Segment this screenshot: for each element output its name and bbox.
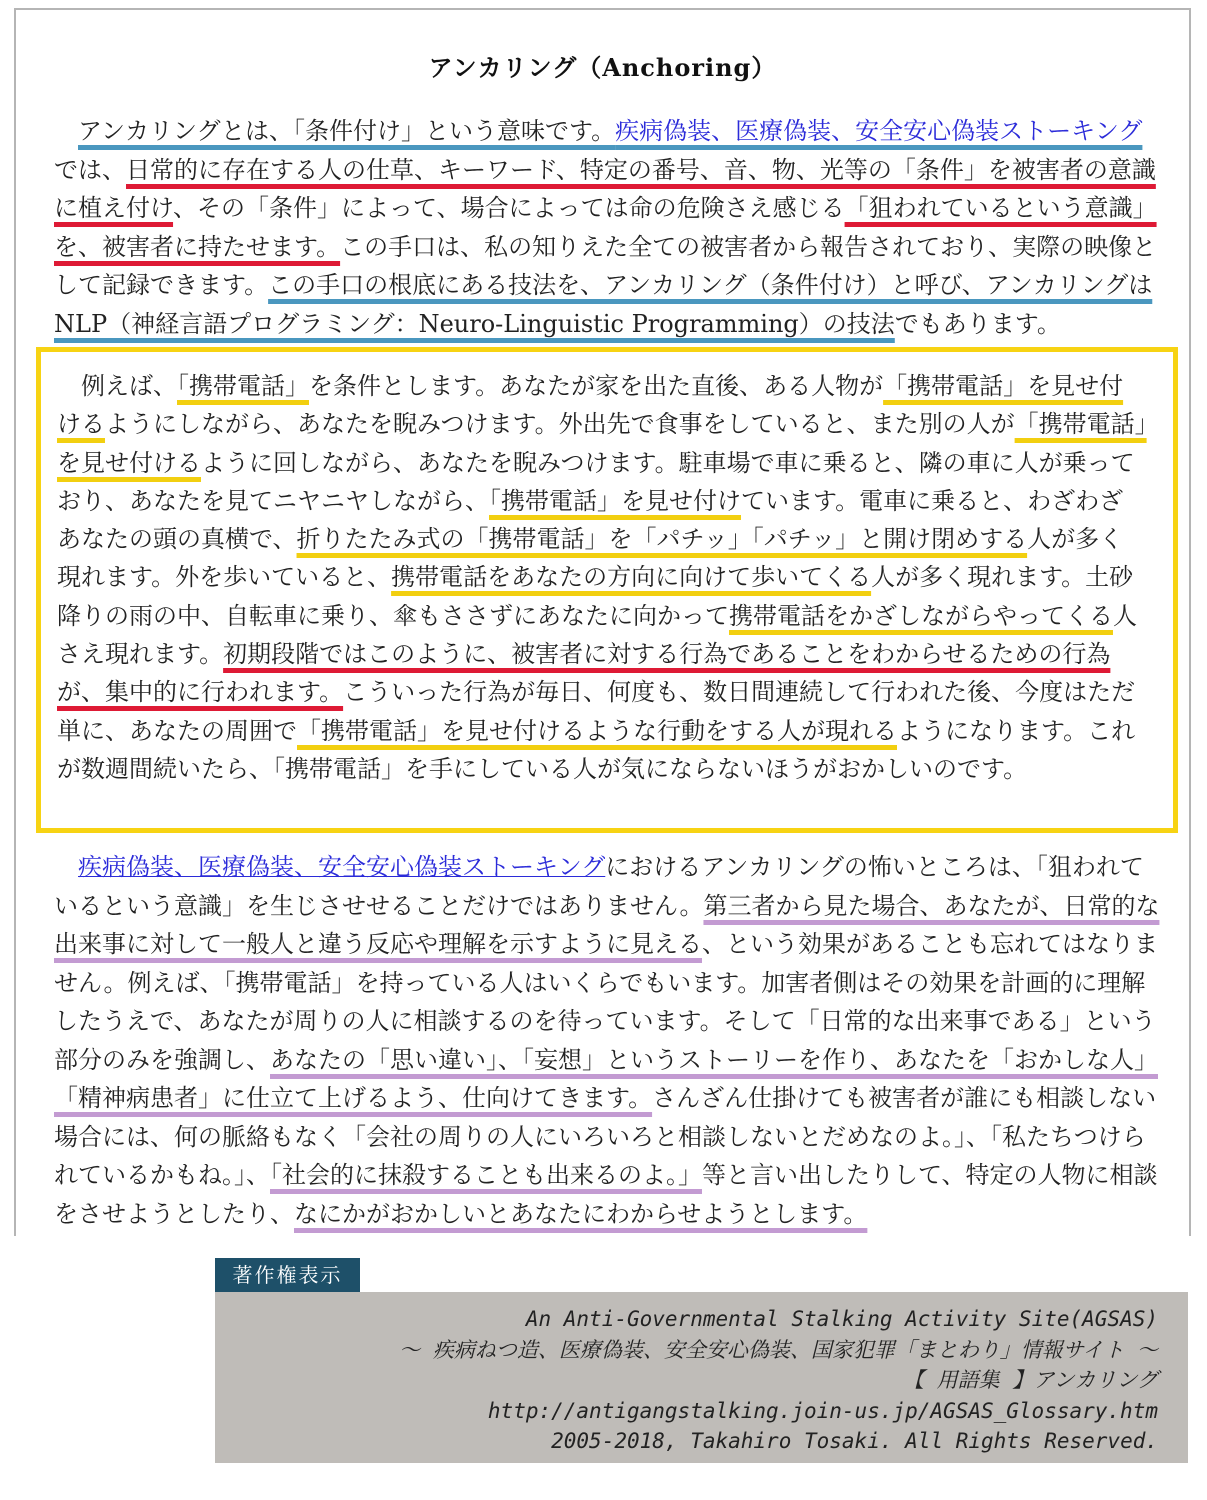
text-segment: ています。電車に乗ると、わざわざあなたの頭の真横で、	[57, 486, 1124, 554]
text-segment: では、	[54, 155, 126, 184]
highlight-definition: アンカリングとは、「条件付け」という意味です。	[78, 117, 616, 145]
highlight-phone: 携帯電話をあなたの方向に向けて歩いてくる	[391, 563, 872, 592]
paragraph-intro	[54, 112, 1164, 343]
text-segment: 人が多く現れます。外を歩いていると、	[57, 525, 1124, 592]
text-segment: ようになります。これが数週間続いたら、「携帯電話」を手にしている人が気にならないほうがおかしいのです。	[57, 716, 1136, 783]
text-segment: 、という効果があることも忘れてはなりません。例えば、「携帯電話」を持っている人はいくらでもいます。加害者側はその効果を計画的に理解したうえで、あなたが周りの人に相談するのを待っています。そして「日常的な出来事である」という部分のみを強調し、	[54, 930, 1158, 1074]
text-segment: 等と言い出したりして、特定の人物に相談をさせようとしたり、	[54, 1161, 1158, 1228]
text-segment: こういった行為が毎日、何度も、数日間連続して行われた後、今度はただ単に、あなたの周囲で	[57, 678, 1136, 745]
highlight-phone: 「携帯電話」を見せ付け	[489, 486, 741, 515]
highlight-phone: 「携帯電話」	[177, 372, 309, 400]
copyright-site-name: An Anti-Governmental Stalking Activity Site(AGSAS)	[525, 1307, 1158, 1331]
highlight-phone: 「携帯電話」を見せ付ける	[57, 410, 1147, 477]
highlight-conditions: 日常的に存在する人の仕草、キーワード、特定の番号、音、物、光等の「条件」を被害者の意識に植え付け	[54, 155, 1156, 222]
copyright-label: 著作権表示	[215, 1258, 360, 1292]
highlight-phone: 折りたたみ式の「携帯電話」を「パチッ」「パチッ」と開け閉めする	[296, 525, 1028, 554]
copyright-subtitle: ～ 疾病ねつ造、医療偽装、安全安心偽装、国家犯罪「まとわり」情報サイト ～	[399, 1337, 1158, 1362]
copyright-rights: 2005-2018, Takahiro Tosaki. All Rights Reserved.	[551, 1429, 1158, 1453]
page-title: アンカリング（Anchoring）	[428, 53, 777, 82]
text-segment: におけるアンカリングの怖いところは、「狙われているという意識」を生じさせせることだけではありません。	[54, 853, 1144, 920]
text-segment: この手口は、私の知りえた全ての被害者から報告されており、実際の映像として記録できます。	[54, 232, 1157, 299]
paragraph-example	[57, 367, 1147, 788]
highlight-phone: 「携帯電話」を見せ付ける	[57, 372, 1124, 439]
example-frame	[36, 347, 1178, 833]
highlight-phone: 携帯電話をかざしながらやってくる	[729, 601, 1113, 630]
text-segment: ように回しながら、あなたを睨みつけます。駐車場で車に乗ると、隣の車に人が乗っており、あなたを見てニヤニヤしながら、	[57, 448, 1135, 515]
copyright-section: 【 用語集 】アンカリング	[902, 1368, 1158, 1392]
document-page	[14, 8, 1191, 1236]
highlight-final: なにかがおかしいとあなたにわからせようとします。	[294, 1199, 868, 1228]
copyright-notice	[215, 1292, 1188, 1463]
stalking-link[interactable]: 疾病偽装、医療偽装、安全安心偽装ストーキング	[78, 853, 606, 881]
text-segment: さんざん仕掛けても被害者が誰にも相談しない場合には、何の脈絡もなく「会社の周りの人にいろいろと相談しないとだめなのよ。」、「私たちつけられているかもね。」、	[54, 1084, 1157, 1189]
highlight-initial-stage: 初期段階ではこのように、被害者に対する行為であることをわからせるための行為が、集中的に行われます。	[57, 640, 1111, 707]
text-segment: でもあります。	[894, 309, 1061, 338]
highlight-phone: 「携帯電話」を見せ付けるような行動をする人が現れる	[297, 716, 897, 745]
text-segment: ようにしながら、あなたを睨みつけます。外出先で食事をしていると、また別の人が	[105, 410, 1015, 439]
text-segment: 、その「条件」によって、場合によっては命の危険さえ感じる	[173, 194, 845, 222]
highlight-third-party: 第三者から見た場合、あなたが、日常的な出来事に対して一般人と違う反応や理解を示すように見える	[54, 891, 1160, 958]
text-segment: 人さえ現れます。	[57, 601, 1137, 669]
copyright-url[interactable]: http://antigangstalking.join-us.jp/AGSAS_Glossary.htm	[487, 1398, 1158, 1423]
paragraph-danger	[54, 848, 1164, 1233]
highlight-story: あなたの「思い違い」、「妄想」というストーリーを作り、あなたを「おかしな人」「精神病患者」に仕立て上げるよう、仕向けてきます。	[54, 1045, 1158, 1112]
text-segment: 人が多く現れます。土砂降りの雨の中、自転車に乗り、傘もささずにあなたに向かって	[57, 563, 1134, 630]
highlight-nlp-technique: この手口の根底にある技法を、アンカリング（条件付け）と呼び、アンカリングはNLP（神経言語プログラミング：Neuro-Linguistic Programming）の技法	[54, 271, 1153, 338]
text-segment: 例えば、	[81, 372, 177, 400]
text-segment: を条件とします。あなたが家を出た直後、ある人物が	[309, 372, 884, 400]
highlight-quote: 「社会的に抹殺することも出来るのよ。」	[270, 1161, 702, 1189]
highlight-targeted-awareness: 「狙われているという意識」を、被害者に持たせます。	[54, 194, 1157, 261]
stalking-link[interactable]: 疾病偽装、医療偽装、安全安心偽装ストーキング	[615, 117, 1143, 145]
